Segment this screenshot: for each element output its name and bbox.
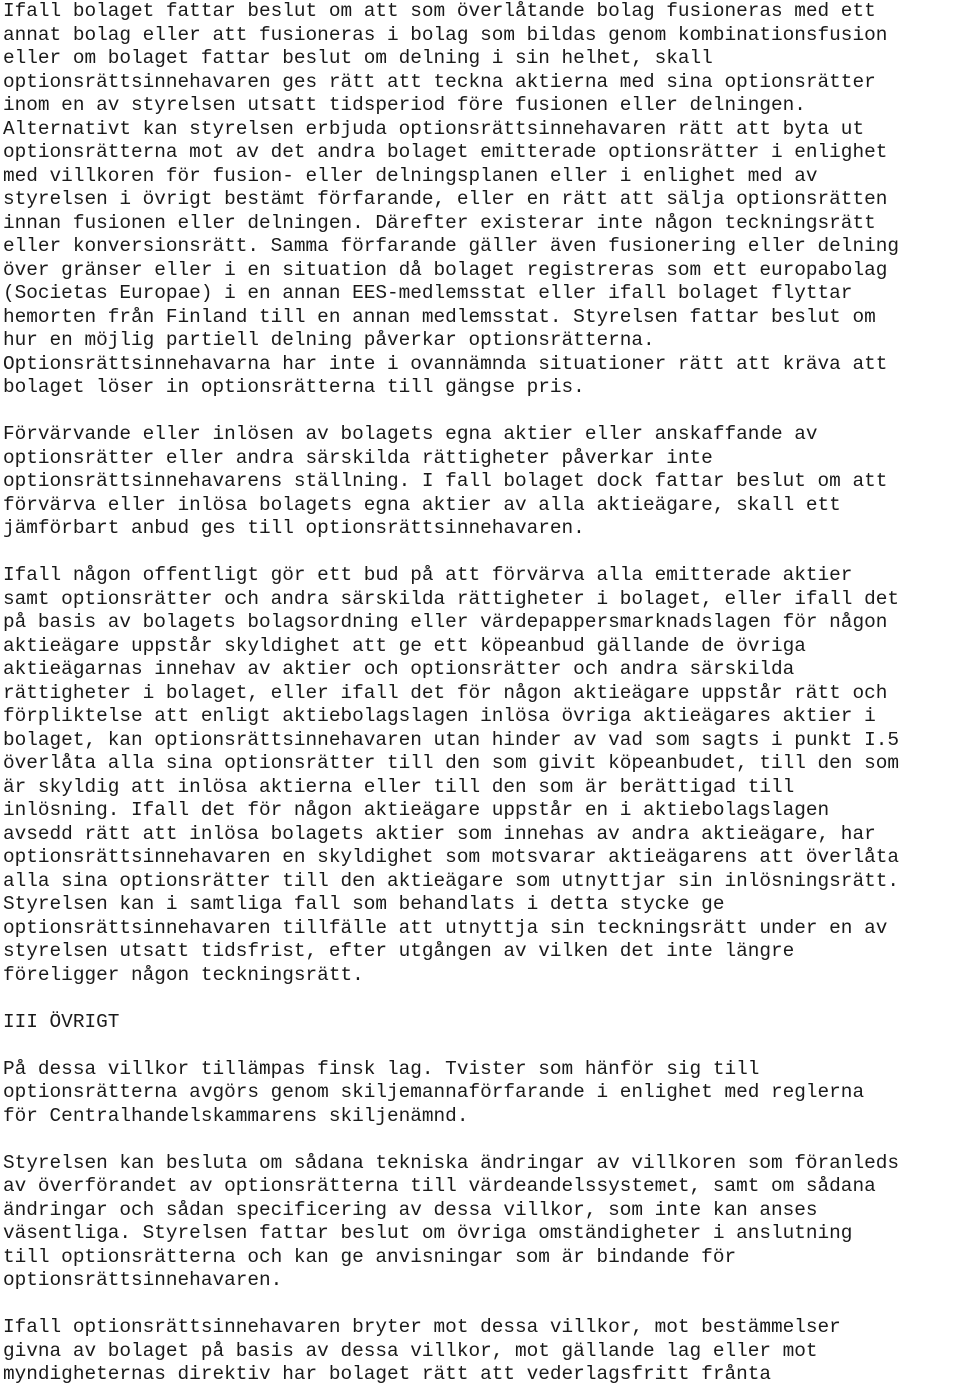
text-line: förpliktelse att enligt aktiebolagslagen inlösa övriga aktieägares aktier i — [3, 705, 876, 727]
paragraph-spacer — [3, 541, 960, 565]
text-line: myndigheternas direktiv har bolaget rätt att vederlagsfritt frånta — [3, 1363, 771, 1385]
section-heading-ovrigt — [3, 1011, 960, 1035]
text-line: på basis av bolagets bolagsordning eller värdepappersmarknadslagen för någon — [3, 611, 888, 633]
text-line: eller konversionsrätt. Samma förfarande gäller även fusionering eller delning — [3, 235, 899, 257]
paragraph-spacer — [3, 1034, 960, 1058]
text-line: optionsrättsinnehavarens ställning. I fall bolaget dock fattar beslut om att — [3, 470, 888, 492]
text-line: eller om bolaget fattar beslut om delning i sin helhet, skall — [3, 47, 713, 69]
text-line: optionsrätterna avgörs genom skiljemannaförfarande i enlighet med reglerna — [3, 1081, 865, 1103]
text-line: bolaget löser in optionsrätterna till gängse pris. — [3, 376, 585, 398]
paragraph-forvarvande-inlosen — [3, 423, 960, 541]
text-line: bolaget, kan optionsrättsinnehavaren utan hinder av vad som sagts i punkt I.5 — [3, 728, 899, 751]
text-line: till optionsrätterna och kan ge anvisningar som är bindande för — [3, 1245, 737, 1268]
paragraph-spacer — [3, 400, 960, 424]
text-line: Alternativt kan styrelsen erbjuda optionsrättsinnehavaren rätt att byta ut — [3, 117, 865, 140]
text-line: givna av bolaget på basis av dessa villkor, mot gällande lag eller mot — [3, 1339, 818, 1362]
text-line: med villkoren för fusion- eller delningsplanen eller i enlighet med av — [3, 164, 818, 187]
document-body — [3, 0, 960, 1387]
paragraph-spacer — [3, 1128, 960, 1152]
text-line: aktieägare uppstår skyldighet att ge ett köpeanbud gällande de övriga — [3, 634, 806, 657]
paragraph-spacer — [3, 987, 960, 1011]
text-line: Styrelsen kan besluta om sådana tekniska ändringar av villkoren som föranleds — [3, 1151, 899, 1174]
text-line: Styrelsen kan i samtliga fall som behandlats i detta stycke ge — [3, 893, 725, 915]
paragraph-fusion-delning — [3, 0, 960, 400]
text-line: Optionsrättsinnehavarna har inte i ovannämnda situationer rätt att kräva att — [3, 352, 888, 375]
text-line: är skyldig att inlösa aktierna eller till den som är berättigad till — [3, 775, 795, 798]
text-line: Ifall optionsrättsinnehavaren bryter mot dessa villkor, mot bestämmelser — [3, 1316, 841, 1338]
text-line: jämförbart anbud ges till optionsrättsinnehavaren. — [3, 517, 585, 539]
text-line: hemorten från Finland till en annan medlemsstat. Styrelsen fattar beslut om — [3, 305, 876, 328]
text-line: samt optionsrätter och andra särskilda rättigheter i bolaget, eller ifall det — [3, 587, 899, 610]
text-line: överlåta alla sina optionsrätter till den som givit köpeanbudet, till den som — [3, 752, 899, 774]
text-line: optionsrättsinnehavaren tillfälle att utnyttja sin teckningsrätt under en av — [3, 916, 888, 939]
text-line: optionsrättsinnehavaren ges rätt att teckna aktierna med sina optionsrätter — [3, 70, 876, 93]
text-line: optionsrättsinnehavaren en skyldighet som motsvarar aktieägarens att överlåta — [3, 846, 899, 868]
paragraph-offentligt-bud — [3, 564, 960, 987]
text-line: Ifall bolaget fattar beslut om att som överlåtande bolag fusioneras med ett — [3, 0, 876, 22]
text-line: optionsrättsinnehavaren. — [3, 1269, 283, 1291]
text-line: föreligger någon teckningsrätt. — [3, 963, 364, 986]
text-line: över gränser eller i en situation då bolaget registreras som ett europabolag — [3, 258, 888, 281]
text-line: avsedd rätt att inlösa bolagets aktier som innehas av andra aktieägare, har — [3, 822, 876, 845]
text-line: optionsrätterna mot av det andra bolaget emitterade optionsrätter i enlighet — [3, 141, 888, 163]
text-line: styrelsen i övrigt bestämt förfarande, eller en rätt att sälja optionsrätten — [3, 188, 888, 210]
text-line: Ifall någon offentligt gör ett bud på att förvärva alla emitterade aktier — [3, 564, 853, 586]
text-line: På dessa villkor tillämpas finsk lag. Tvister som hänför sig till — [3, 1057, 760, 1080]
text-line: av överförandet av optionsrätterna till värdeandelssystemet, samt om sådana — [3, 1175, 876, 1197]
text-line: inlösning. Ifall det för någon aktieägare uppstår en i aktiebolagslagen — [3, 799, 830, 821]
text-line: styrelsen utsatt tidsfrist, efter utgången av vilken det inte längre — [3, 940, 795, 962]
text-line: III ÖVRIGT — [3, 1010, 120, 1033]
paragraph-spacer — [3, 1293, 960, 1317]
text-line: rättigheter i bolaget, eller ifall det för någon aktieägare uppstår rätt och — [3, 681, 888, 704]
text-line: väsentliga. Styrelsen fattar beslut om övriga omständigheter i anslutning — [3, 1222, 853, 1244]
text-line: Förvärvande eller inlösen av bolagets egna aktier eller anskaffande av — [3, 423, 818, 445]
text-line: hur en möjlig partiell delning påverkar optionsrätterna. — [3, 329, 655, 351]
text-line: aktieägarnas innehav av aktier och optionsrätter och andra särskilda — [3, 658, 795, 680]
text-line: ändringar och sådan specificering av dessa villkor, som inte kan anses — [3, 1198, 818, 1221]
paragraph-brott-mot-villkor — [3, 1316, 960, 1387]
text-line: inom en av styrelsen utsatt tidsperiod före fusionen eller delningen. — [3, 94, 806, 116]
text-line: för Centralhandelskammarens skiljenämnd. — [3, 1104, 469, 1127]
text-line: alla sina optionsrätter till den aktieägare som utnyttjar sin inlösningsrätt. — [3, 869, 899, 892]
paragraph-tekniska-andringar — [3, 1152, 960, 1293]
text-line: förvärva eller inlösa bolagets egna aktier av alla aktieägare, skall ett — [3, 493, 841, 516]
text-line: optionsrätter eller andra särskilda rättigheter påverkar inte — [3, 446, 713, 469]
text-line: (Societas Europae) i en annan EES-medlemsstat eller ifall bolaget flyttar — [3, 282, 853, 304]
text-line: innan fusionen eller delningen. Därefter existerar inte någon teckningsrätt — [3, 211, 876, 234]
text-line: annat bolag eller att fusioneras i bolag som bildas genom kombinationsfusion — [3, 23, 888, 46]
paragraph-finsk-lag — [3, 1058, 960, 1129]
